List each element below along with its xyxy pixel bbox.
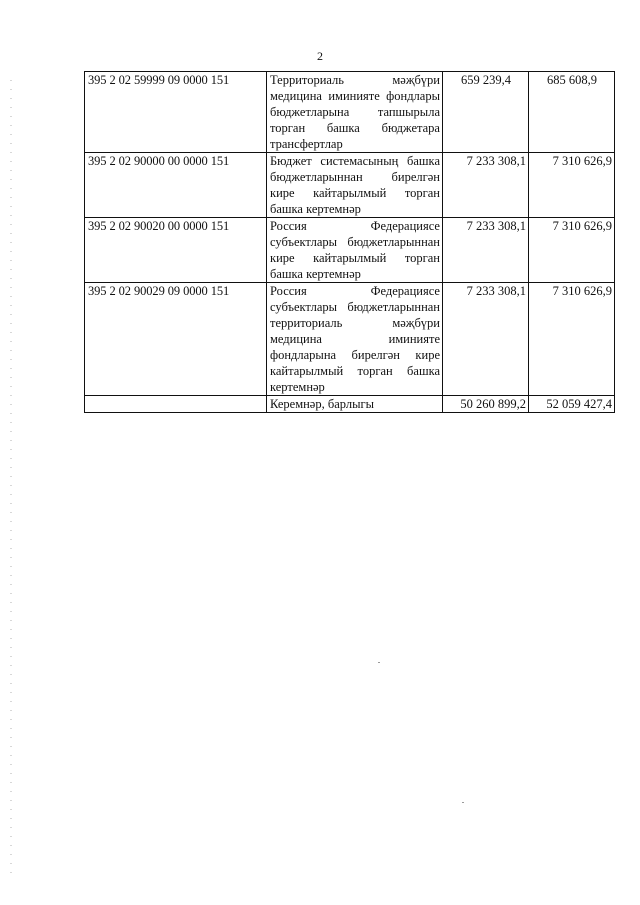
year1-amount-cell: 7 233 308,1 [443, 283, 529, 396]
table-row [85, 283, 615, 396]
scan-margin-artifact [10, 80, 12, 880]
budget-code-cell: 395 2 02 90020 00 0000 151 [85, 218, 267, 283]
table-row [85, 72, 615, 153]
year2-amount-cell: 7 310 626,9 [529, 218, 615, 283]
total-label-cell: Керемнәр, барлыгы [267, 396, 443, 413]
description-cell: Территориаль мәҗбүри медицина иминияте фондлары бюджетларына тапшырыла торган башка бюджетара трансфертлар [267, 72, 443, 153]
revenue-table [84, 71, 615, 413]
scan-speck [462, 802, 464, 803]
scan-speck [378, 662, 380, 663]
budget-code-cell: 395 2 02 90000 00 0000 151 [85, 153, 267, 218]
description-cell: Россия Федерациясе субъектлары бюджетларыннан кире кайтарылмый торган башка кертемнәр [267, 218, 443, 283]
year2-amount-cell: 685 608,9 [529, 72, 615, 153]
budget-code-cell: 395 2 02 59999 09 0000 151 [85, 72, 267, 153]
table-row [85, 218, 615, 283]
total-year1-cell: 50 260 899,2 [443, 396, 529, 413]
budget-code-cell: 395 2 02 90029 09 0000 151 [85, 283, 267, 396]
year1-amount-cell: 7 233 308,1 [443, 218, 529, 283]
year1-amount-cell: 7 233 308,1 [443, 153, 529, 218]
total-year2-cell: 52 059 427,4 [529, 396, 615, 413]
year2-amount-cell: 7 310 626,9 [529, 283, 615, 396]
table-row [85, 153, 615, 218]
description-cell: Бюджет системасының башка бюджетларыннан бирелгән кире кайтарылмый торган башка кертемнәр [267, 153, 443, 218]
year1-amount-cell: 659 239,4 [443, 72, 529, 153]
description-cell: Россия Федерациясе субъектлары бюджетларыннан территориаль мәҗбүри медицина иминияте фондларына бирелгән кире кайтарылмый торган башка кертемнәр [267, 283, 443, 396]
year2-amount-cell: 7 310 626,9 [529, 153, 615, 218]
page-number: 2 [317, 49, 323, 63]
empty-code-cell [85, 396, 267, 413]
total-row [85, 396, 615, 413]
